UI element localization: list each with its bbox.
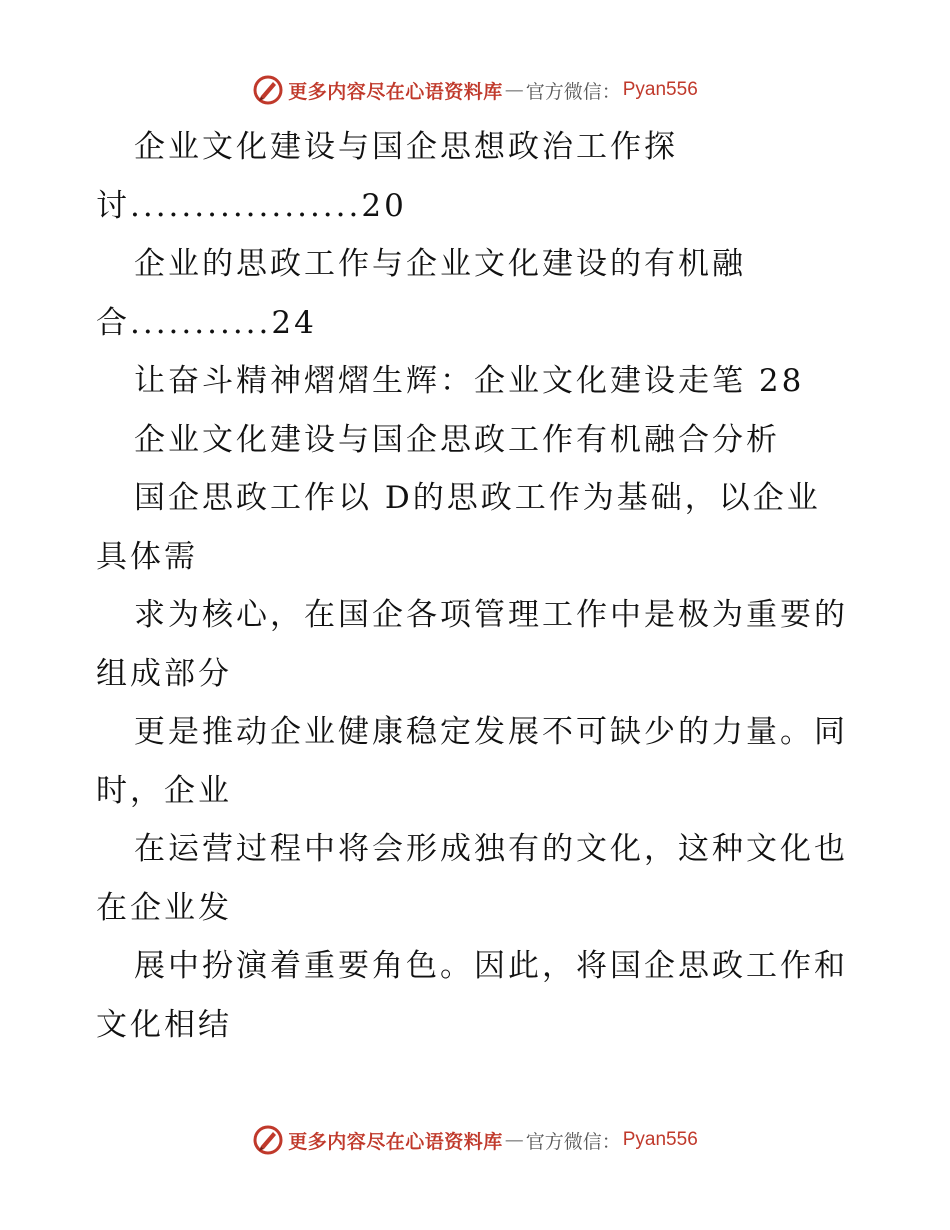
toc-entry: 企业的思政工作与企业文化建设的有机融 [134, 246, 746, 282]
paragraph-line: 求为核心，在国企各项管理工作中是极为重要的 [134, 597, 848, 633]
paragraph-line: 在企业发 [96, 889, 232, 926]
toc-entry-continuation: 合...........24 [96, 304, 317, 341]
footer-banner [0, 1120, 950, 1160]
article-title: 企业文化建设与国企思政工作有机融合分析 [134, 421, 780, 458]
toc-entry: 让奋斗精神熠熠生辉：企业文化建设走笔 28 [134, 363, 805, 399]
banner-dash: — [504, 1129, 524, 1151]
banner-dash: — [504, 79, 524, 101]
pen-logo-icon [252, 74, 284, 106]
document-body [96, 118, 856, 1054]
banner-wechat-id: Pyan556 [622, 79, 698, 100]
banner-title: 更多内容尽在心语资料库 [288, 1130, 503, 1153]
pen-logo-icon [252, 1124, 284, 1156]
paragraph-line: 具体需 [96, 538, 198, 575]
paragraph-line: 更是推动企业健康稳定发展不可缺少的力量。同 [134, 714, 848, 750]
paragraph-line: 组成部分 [96, 655, 232, 692]
banner-wechat-label: 官方微信： [525, 80, 621, 103]
paragraph-line: 国企思政工作以 D的思政工作为基础，以企业 [134, 480, 821, 516]
paragraph-line: 展中扮演着重要角色。因此，将国企思政工作和 [134, 948, 848, 984]
header-banner [0, 70, 950, 110]
banner-wechat-label: 官方微信： [525, 1130, 621, 1153]
paragraph-line: 在运营过程中将会形成独有的文化，这种文化也 [134, 831, 848, 867]
banner-title: 更多内容尽在心语资料库 [288, 80, 503, 103]
toc-entry-continuation: 讨..................20 [96, 187, 407, 224]
paragraph-line: 文化相结 [96, 1006, 232, 1043]
banner-wechat-id: Pyan556 [622, 1129, 698, 1150]
toc-entry: 企业文化建设与国企思想政治工作探 [134, 129, 678, 165]
paragraph-line: 时，企业 [96, 772, 232, 809]
